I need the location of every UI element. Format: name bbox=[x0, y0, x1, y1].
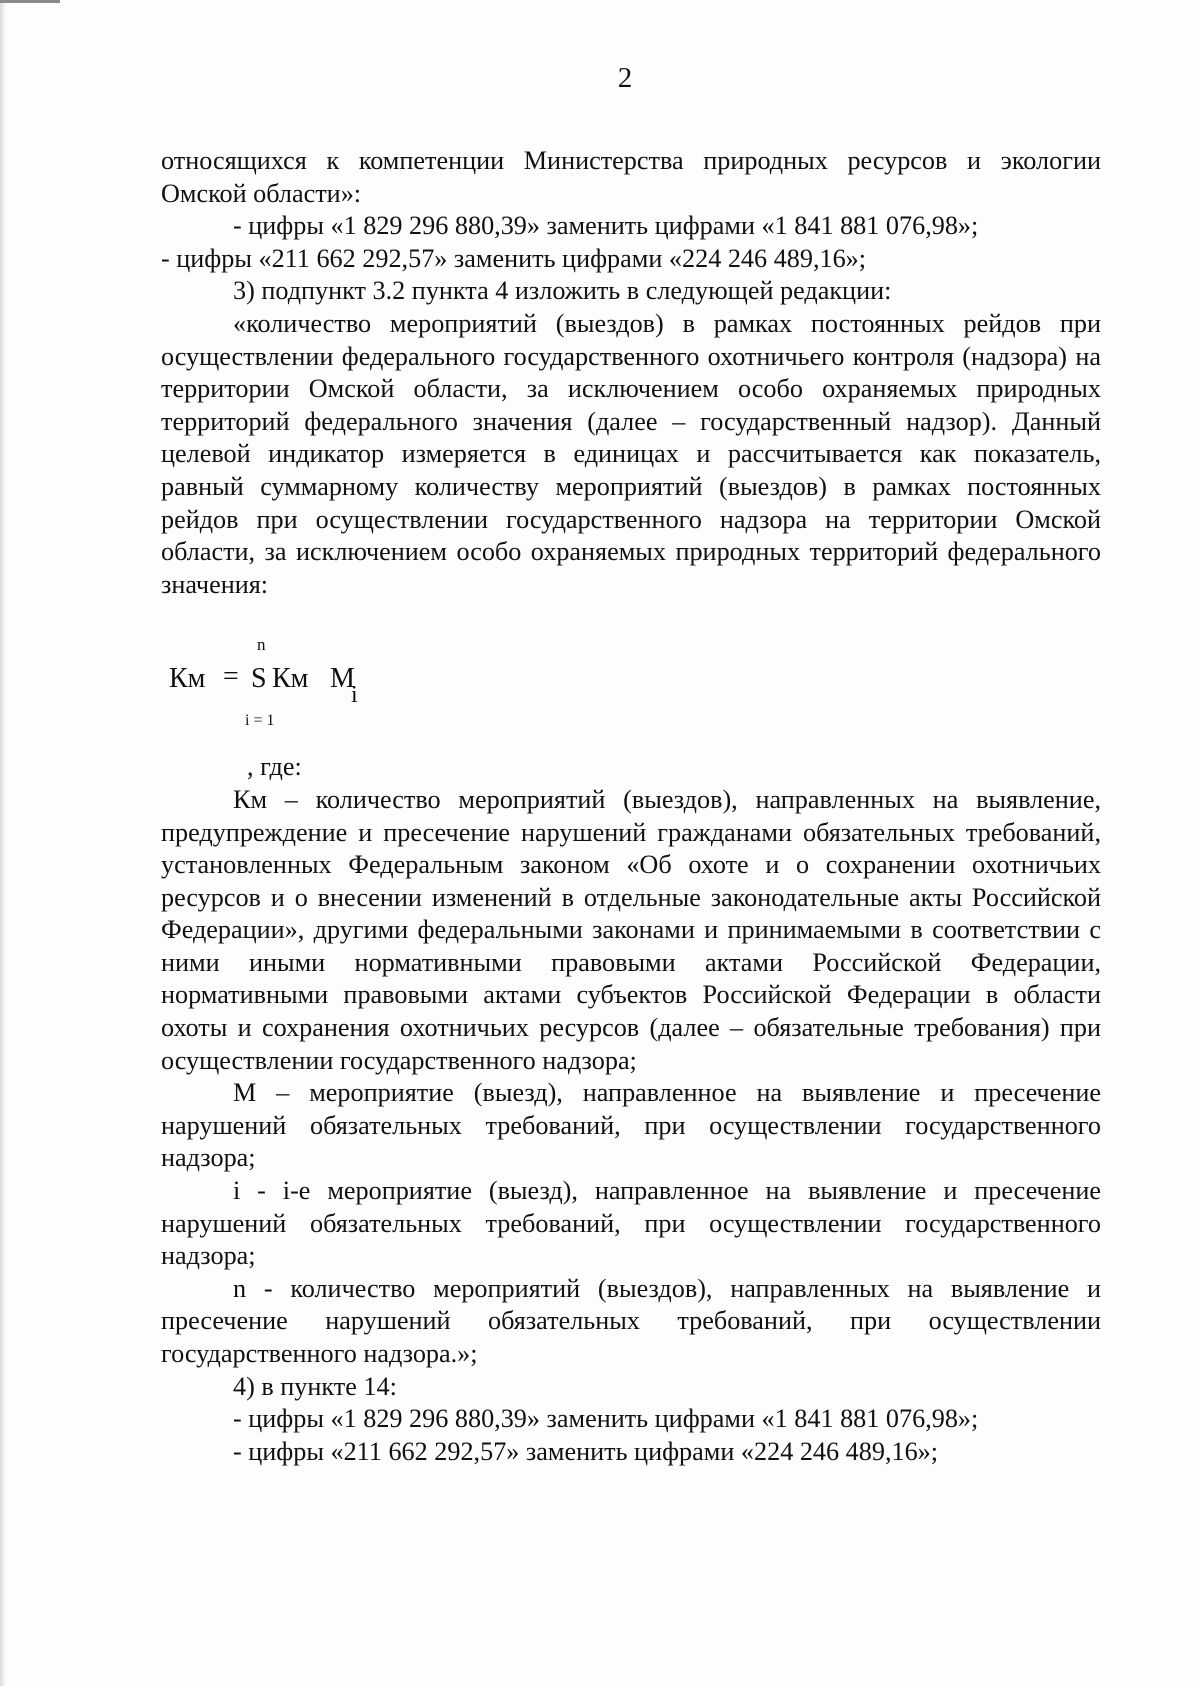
paragraph-change-1a: - цифры «1 829 296 880,39» заменить цифрами «1 841 881 076,98»; bbox=[233, 211, 979, 241]
paragraph-change-1b: - цифры «211 662 292,57» заменить цифрами «224 246 489,16»; bbox=[161, 243, 867, 273]
formula bbox=[161, 601, 1101, 751]
paragraph-m-definition: М – мероприятие (выезд), направленное на выявление и пресечение нарушений обязательных требований, при осуществлении государственного надзора; bbox=[161, 1078, 1101, 1173]
paragraph-definition: «количество мероприятий (выездов) в рамках постоянных рейдов при осуществлении федерального государственного охотничьего контроля (надзора) на территории Омской области, за исключением особо охраняемых природных территорий федерального значения (далее – государственный надзор). Данный целевой индикатор измеряется в единицах и рассчитывается как показатель, равный суммарному количеству мероприятий (выездов) в рамках постоянных рейдов при осуществлении государственного надзора на территории Омской области, за исключением особо охраняемых природных территорий федерального значения: bbox=[161, 308, 1101, 599]
formula-lhs: Км bbox=[169, 663, 206, 695]
formula-factor: М bbox=[330, 663, 355, 695]
scan-mark bbox=[0, 0, 60, 3]
paragraph-intro: относящихся к компетенции Министерства природных ресурсов и экологии Омской области»: bbox=[161, 146, 1101, 208]
paragraph-where: , где: bbox=[247, 752, 302, 782]
formula-factor-subscript: i bbox=[351, 682, 358, 709]
formula-lower-limit: i = 1 bbox=[245, 712, 275, 730]
formula-upper-limit: n bbox=[257, 635, 266, 655]
paragraph-i-definition: i - i-е мероприятие (выезд), направленное на выявление и пресечение нарушений обязательных требований, при осуществлении государственного надзора; bbox=[161, 1176, 1101, 1271]
paragraph-km-definition: Км – количество мероприятий (выездов), направленных на выявление, предупреждение и пресечение нарушений гражданами обязательных требований, установленных Федеральным законом «Об охоте и о сохранении охотничьих ресурсов и о внесении изменений в отдельные законодательные акты Российской Федерации», другими федеральными законами и принимаемыми в соответствии с ними иными нормативными правовыми актами Российской Федерации, нормативными правовыми актами субъектов Российской Федерации в области охоты и сохранения охотничьих ресурсов (далее – обязательные требования) при осуществлении государственного надзора; bbox=[161, 784, 1101, 1075]
paragraph-item-3: 3) подпункт 3.2 пункта 4 изложить в следующей редакции: bbox=[233, 276, 892, 306]
formula-equals: = bbox=[223, 661, 239, 693]
scan-edge bbox=[0, 0, 6, 1686]
formula-sum-symbol: S bbox=[251, 663, 267, 695]
document-body bbox=[161, 145, 1101, 1468]
paragraph-change-2a: - цифры «1 829 296 880,39» заменить цифрами «1 841 881 076,98»; bbox=[233, 1404, 979, 1434]
formula-term: Км bbox=[272, 663, 309, 695]
page-number: 2 bbox=[617, 62, 633, 94]
paragraph-change-2b: - цифры «211 662 292,57» заменить цифрами «224 246 489,16»; bbox=[233, 1436, 939, 1466]
paragraph-item-4: 4) в пункте 14: bbox=[233, 1371, 397, 1401]
paragraph-n-definition: n - количество мероприятий (выездов), направленных на выявление и пресечение нарушений обязательных требований, при осуществлении государственного надзора.»; bbox=[161, 1273, 1101, 1368]
